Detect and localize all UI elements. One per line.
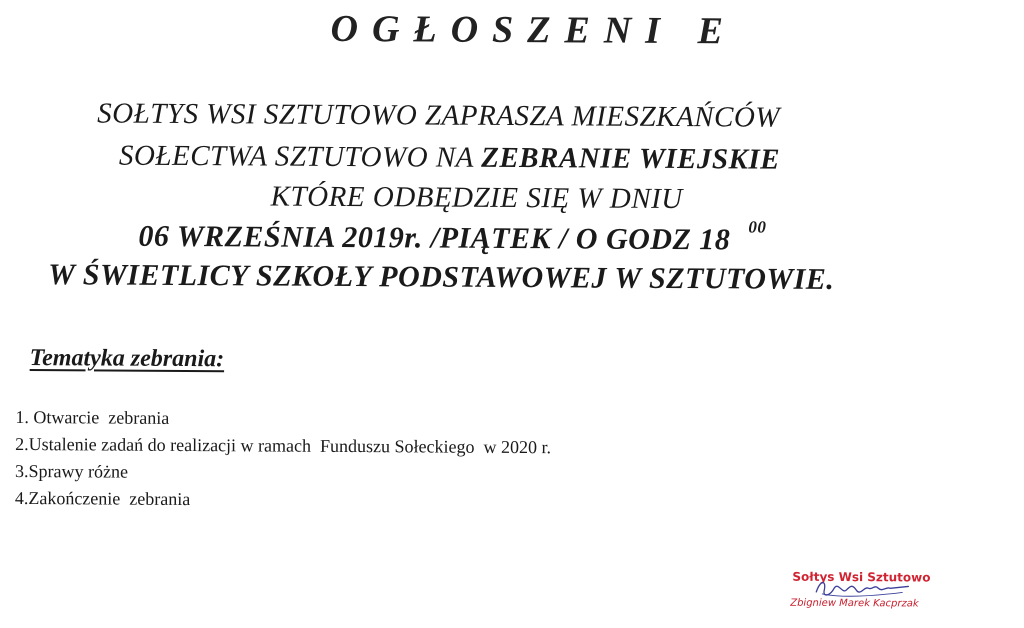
meeting-date-time [138, 217, 767, 258]
stamp-office: Sołtys Wsi Sztutowo [792, 569, 931, 585]
agenda-list [15, 404, 551, 515]
announcement-line-3: KTÓRE ODBĘDZIE SIĘ W DNIU [270, 180, 683, 216]
agenda-heading: Tematyka zebrania: [29, 345, 225, 373]
announcement-line-2-text: SOŁECTWA SZTUTOWO NA [118, 139, 482, 174]
meeting-time-minutes: 00 [748, 217, 767, 237]
page-title: OGŁOSZENI E [330, 7, 738, 53]
agenda-item-3: 3.Sprawy różne [14, 460, 129, 482]
meeting-name: ZEBRANIE WIEJSKIE [481, 141, 781, 176]
agenda-item-2: 2.Ustalenie zadań do realizacji w ramach Funduszu Sołeckiego w 2020 r. [15, 433, 552, 458]
meeting-location: W ŚWIETLICY SZKOŁY PODSTAWOWEJ W SZTUTOWIE. [48, 258, 835, 296]
agenda-item-4: 4.Zakończenie zebrania [14, 487, 191, 510]
agenda-item-1: 1. Otwarcie zebrania [15, 406, 170, 428]
signature-stamp [784, 562, 954, 619]
announcement-line-1: SOŁTYS WSI SZTUTOWO ZAPRASZA MIESZKAŃCÓW [97, 97, 781, 134]
meeting-date-text: 06 WRZEŚNIA 2019r. /PIĄTEK / O GODZ 18 [138, 219, 731, 257]
announcement-line-2 [119, 140, 780, 177]
stamp-person: Zbigniew Marek Kacprzak [790, 597, 919, 610]
